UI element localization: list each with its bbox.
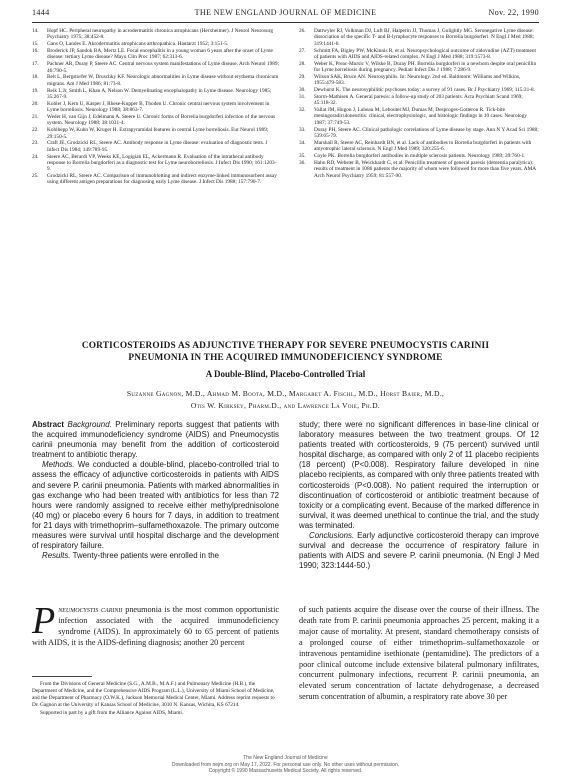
reference-text: Hahn RD, Webster B, Weickhardt G, et al. Penicillin treatment of general paresis (dementia paralytica): results of treatment in 1086 patients the majority of whom were followed for more than five years. AMA Arch Neurol Psychiatry 1959; 81:557-90. xyxy=(314,159,536,179)
footer-line-2: Downloaded from nejm.org on May 17, 2022. For personal use only. No other uses without permission. xyxy=(171,761,400,768)
reference-text: Coyle PK. Borrelia burgdorferi antibodies in multiple sclerosis patients. Neurology 1989; 39:760-1. xyxy=(314,153,526,160)
footer-line-3: Copyright © 1990 Massachusetts Medical Society. All rights reserved. xyxy=(208,768,363,775)
reference-item xyxy=(299,94,539,107)
body-paragraph-left: pneumonia is the most common opportunistic infection associated with the acquired immunodeficiency syndrome (AIDS). In approximately 60 to 65 percent of patients with AIDS, it is the AIDS-defining diagnosis; another 20 percent xyxy=(32,605,279,647)
reference-item xyxy=(299,74,539,87)
reference-item xyxy=(32,41,279,47)
reference-text: Marshall R, Steere AC, Reinhardt BN, et al. Lack of antibodies to Borrelia burgdorferi in patients with amyotrophic lateral sclerosis. N Engl J Med 1989; 320:255-6. xyxy=(314,139,532,153)
running-header xyxy=(32,8,539,22)
reference-text: Belt L, Bergstorfer W, Druschky KF. Neurologic abnormalities in Lyme disease without erythema chronicum migrans. Am J Med 1986; 81:73-8. xyxy=(47,74,279,87)
reference-text: Pachner AR, Duray P, Steere AC. Central nervous system manifestations of Lyme disease. Arch Neurol 1989; 46:790-5. xyxy=(47,61,279,74)
reference-text: Grodzicki RL, Steere AC. Comparison of immunoblotting and indirect enzyme-linked immunosorbent assay using different antigen preparations for diagnosing early Lyme disease. J Infect Dis 1988; 157:790-7. xyxy=(47,173,277,186)
results-text: Twenty-three patients were enrolled in the xyxy=(72,551,220,561)
reference-item xyxy=(32,140,279,153)
reference-number: 34. xyxy=(299,139,306,146)
reference-item xyxy=(32,101,279,114)
reference-number: 21. xyxy=(32,113,39,120)
footnotes xyxy=(32,681,279,718)
reference-number: 20. xyxy=(32,100,39,107)
reference-number: 36. xyxy=(299,159,306,166)
drop-cap: P xyxy=(32,600,56,642)
reference-number: 29. xyxy=(299,73,306,80)
reference-text: Schmitt FA, Bigley PW, McKinnis R, et al. Neuropsychological outcome of zidovudine (AZT) treatment of patients with AIDS and AIDS-related complex. N Engl J Med 1988; 319:1573-8. xyxy=(314,47,536,60)
reference-number: 32. xyxy=(299,107,306,114)
reference-item xyxy=(32,127,279,140)
author-list xyxy=(32,388,539,412)
reference-number: 31. xyxy=(299,93,306,100)
reference-number: 24. xyxy=(32,153,39,160)
methods-text: We conducted a double-blind, placebo-controlled trial to assess the efficacy of adjunctive corticosteroids in patients with AIDS and severe P. carinii pneumonia. Patients with marked abnormalities in gas exchange who had been treated with antibiotics for less than 72 hours were randomly assigned to receive either methylprednisolone (40 mg) or placebo every 6 hours for 7 days, in addition to treatment for 21 days with trimethoprim–sulfamethoxazole. The primary outcome measures were survival until hospital discharge and the development of respiratory failure. xyxy=(32,460,279,551)
reference-text: Craft JE, Grodzicki RL, Steere AC. Antibody response in Lyme disease: evaluation of diagnostic tests. J Infect Dis 1984; 149:789-95. xyxy=(47,140,268,153)
reference-number: 28. xyxy=(299,60,306,67)
reference-item xyxy=(32,28,279,41)
reference-text: Steere AC, Berardi VP, Weeks KE, Logigian EL, Ackermann R. Evaluation of the intrathecal antibody response to Borrelia burgdorferi as a diagnostic test for Lyme neuroborreliosis. J Infect Dis 1990; 161:1203-9. xyxy=(47,153,277,173)
reference-text: Weber K, Preac-Mursic V, Wilske B, Duray PH. Borrelia burgdorferi in a newborn despite oral penicillin for Lyme borreliosis during pregnancy. Pediatr Infect Dis J 1988; 7:286-9. xyxy=(314,60,537,74)
reference-item xyxy=(299,127,539,140)
reference-item xyxy=(299,87,539,93)
reference-number: 14. xyxy=(32,28,39,34)
reference-item xyxy=(32,154,279,173)
reference-number: 18. xyxy=(32,74,39,81)
reference-text: Dewhurst K. The neurosyphilitic psychoses today: a survey of 91 cases. Br J Psychiatry 1969; 115:31-8. xyxy=(314,87,535,94)
article-subtitle: A Double-Blind, Placebo-Controlled Trial xyxy=(205,369,366,379)
abstract-right xyxy=(299,420,539,571)
reference-text: Storm-Mathisen A. General paresis: a follow-up study of 203 patients. Acta Psychiatr Scand 1969; 45:118-32. xyxy=(314,93,523,107)
reference-text: Kohler J, Kern U, Kasper J, Rhese-Kupper B, Thoden U. Chronic central nervous system involvement in Lyme borreliosis. Neurology 1988; 38:863-7. xyxy=(47,100,270,114)
page-number: 1444 xyxy=(32,8,50,17)
reference-list-right xyxy=(299,28,539,179)
reference-number: 27. xyxy=(299,47,306,54)
reference-item xyxy=(299,48,539,61)
conclusions-heading: Conclusions. xyxy=(309,531,355,541)
reference-text: Gans O, Landes E. Akrodermatitis atrophicans arthropathica. Hautarzt 1952; 3:151-5. xyxy=(47,41,229,48)
reference-text: Wilson SAK, Bruce AN. Neurosyphilis. In: Neurology. 2nd ed. Baltimore: Williams and Wilkins, 1955:479-583. xyxy=(314,73,521,87)
support-footnote: Supported in part by a gift from the Alliance Against AIDS, Miami. xyxy=(40,709,184,716)
results-heading: Results. xyxy=(42,551,71,561)
results-continued: study; there were no significant differences in base-line clinical or laboratory measures between the two treatment groups. Of 12 patients treated with corticosteroids, 9 (75 percent) survived until hospital discharge, as compared with only 2 of 11 placebo recipients (18 percent) (P<0.008). Respiratory failure developed in nine placebo recipients, as compared with only three patients treated with corticosteroids (P<0.008). No patient required the interruption or discontinuation of corticosteroid or antibiotic treatment because of toxicity or a complicating event. Because of the marked difference in survival, it was deemed unethical to continue the trial, and the study was terminated. xyxy=(299,420,539,530)
background-text: Preliminary reports suggest that patients with the acquired immunodeficiency syndrome (AIDS) and Pneumocystis carinii pneumonia may benefit from the addition of corticosteroid treatment to antibiotic therapy. xyxy=(32,420,279,460)
reference-item xyxy=(299,153,539,159)
body-paragraph-right: of such patients acquire the disease over the course of their illness. The death rate from P. carinii pneumonia approaches 25 percent, making it a major cause of mortality. At present, standard chemotherapy consists of a prolonged course of either trimethoprim–sulfamethoxazole or intravenous pentamidine isethionate (pentamidine). The predictors of a poor clinical outcome include extensive bilateral pulmonary infiltrates, concurrent pulmonary infections, recurrent P. carinii pneumonia, an elevated serum concentration of lactate dehydrogenase, a decreased serum concentration of albumin, a respiratory rate above 30 per xyxy=(299,605,539,702)
body-text-left xyxy=(32,600,279,649)
reference-number: 16. xyxy=(32,48,39,55)
reference-list-left xyxy=(32,28,279,186)
reference-item xyxy=(32,173,279,186)
reference-item xyxy=(32,61,279,74)
reference-number: 17. xyxy=(32,61,39,68)
reference-text: Broderick JP, Sandok BA, Mertz LE. Focal encephalitis in a young woman 6 years after the onset of Lyme disease: tertiary Lyme disease? Mayo Clin Proc 1987; 62:313-6. xyxy=(47,48,273,61)
footer-line-1: The New England Journal of Medicine xyxy=(243,755,328,761)
reference-number: 26. xyxy=(299,28,306,34)
reference-number: 22. xyxy=(32,127,39,134)
reference-item xyxy=(32,48,279,61)
title-line-1: CORTICOSTEROIDS AS ADJUNCTIVE THERAPY FOR SEVERE PNEUMOCYSTIS CARINII xyxy=(81,341,490,351)
reference-text: Kohlhepp W, Kuhn W, Kruger H. Extrapyramidal features in central Lyme borreliosis. Eur Neurol 1989; 29:150-5. xyxy=(47,127,269,140)
reference-item xyxy=(299,160,539,179)
reference-number: 25. xyxy=(32,173,39,180)
header-rule xyxy=(32,22,539,23)
issue-date: Nov. 22, 1990 xyxy=(488,8,539,17)
reference-number: 30. xyxy=(299,87,306,94)
reference-item xyxy=(299,107,539,126)
abstract-label: Abstract xyxy=(32,420,65,429)
reference-number: 23. xyxy=(32,140,39,147)
reference-item xyxy=(299,61,539,74)
reference-number: 15. xyxy=(32,41,39,48)
reference-text: Weder H, van Gijn J, Edelmann A. Steere U. Chronic forms of Borrelia burgdorferi infection of the nervous system. Neurology 1988; 38:1031-4. xyxy=(47,113,276,127)
affiliations-footnote: From the Divisions of General Medicine (S.G., A.M.B., M.A.F.) and Pulmonary Medicine (H.B.), the Department of Medicine, and the Comprehensive AIDS Program (L.L.), University of Miami School of Medicine, and the Department of Pharmacy (O.W.K.), Jackson Memorial Medical Center, Miami. Address reprint requests to Dr. Gagnon at the University of Kansas School of Medicine, 3010 N. Kansas, Wichita, KS 67214. xyxy=(32,681,275,708)
reference-number: 33. xyxy=(299,126,306,133)
title-line-2: PNEUMONIA IN THE ACQUIRED IMMUNODEFICIENCY SYNDROME xyxy=(128,353,443,363)
reference-text: Dattwyler RJ, Volkman DJ, Luft BJ, Halperin JJ, Thomas J, Golightly MG. Seronegative Lyme disease: dissociation of the specific T- and B-lymphocyte responses to Borrelia burgdorferi. N Engl J Med 1988; 319:1441-6. xyxy=(314,28,534,47)
authors-line-2: Otis W. Kirksey, Pharm.D., and Lawrence La Voie, Ph.D. xyxy=(190,401,381,410)
reference-text: Reik L Jr, Smith L, Khan A, Nelson W. Demyelinating encephalopathy in Lyme disease. Neurology 1985; 35:267-9. xyxy=(47,87,272,100)
article-title xyxy=(32,340,539,364)
reference-item xyxy=(299,28,539,47)
reference-item xyxy=(32,114,279,127)
background-heading: Background. xyxy=(67,420,112,429)
conclusions-text: Early adjunctive corticosteroid therapy can improve survival and decrease the occurrence of respiratory failure in patients with AIDS and severe P. carinii pneumonia. xyxy=(299,531,540,561)
reference-number: 35. xyxy=(299,153,306,160)
methods-heading: Methods. xyxy=(42,460,75,470)
authors-line-1: Suzanne Gagnon, M.D., Ahmad M. Boota, M.D., Margaret A. Fischl, M.D., Horst Baier, M.D., xyxy=(126,389,445,398)
body-text-right xyxy=(299,605,539,703)
reference-text: Hopf HC. Peripheral neuropathy in acrodermatitis chronica atrophicans (Herxheimer). J Neurol Neurosurg Psychiatry 1975; 38:452-8. xyxy=(47,28,273,41)
download-footer xyxy=(0,755,571,775)
abstract-citation: (N Engl J Med 1990; 323:1444-50.) xyxy=(299,551,539,571)
footnote-rule xyxy=(32,676,92,677)
reference-item xyxy=(299,140,539,153)
lead-in: neumocystis carinii xyxy=(58,605,123,614)
abstract-left xyxy=(32,420,279,561)
journal-title: THE NEW ENGLAND JOURNAL OF MEDICINE xyxy=(194,8,377,17)
reference-text: Vallat JM, Hugon J, Lubeau M, Leboutet MJ, Dumas M, Desproges-Gotteron R. Tick-bite meningoradiculoneuritis: clinical, electrophysiologic, and histologic findings in 10 cases. Neurology 1987; 37:749-53. xyxy=(314,107,528,126)
reference-item xyxy=(32,74,279,87)
reference-number: 19. xyxy=(32,87,39,94)
reference-item xyxy=(32,88,279,101)
reference-text: Duray PH, Steere AC. Clinical pathologic correlations of Lyme disease by stage. Ann N Y Acad Sci 1988; 539:65-79. xyxy=(314,126,539,139)
